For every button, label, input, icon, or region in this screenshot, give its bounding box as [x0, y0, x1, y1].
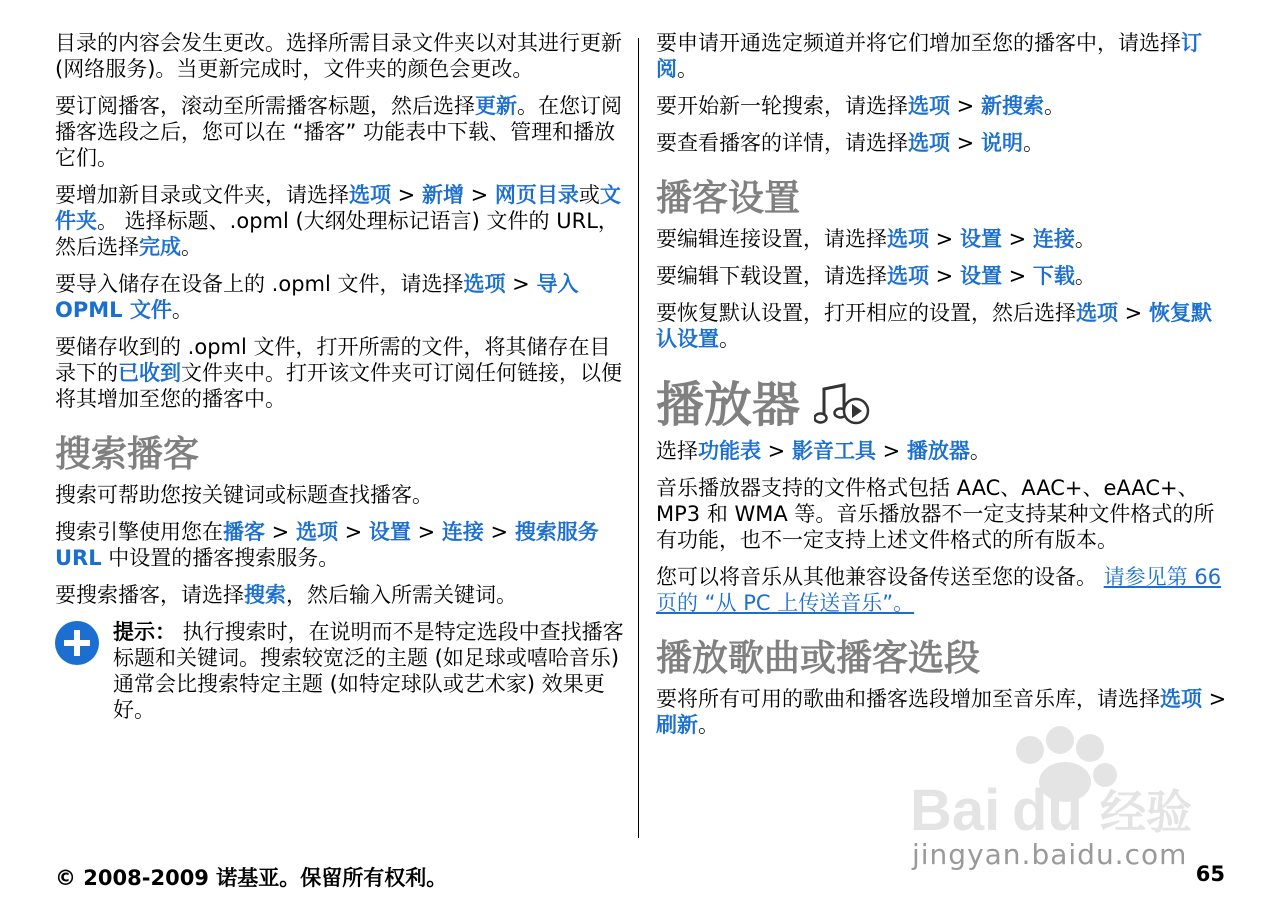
svg-text:经验: 经验	[1100, 785, 1192, 839]
right-column	[656, 30, 1228, 749]
paragraph: 要导入储存在设备上的 .opml 文件，请选择选项 > 导入 OPML 文件。	[55, 272, 579, 322]
keyword-refresh: 刷新	[656, 713, 698, 737]
keyword-received: 已收到	[118, 361, 181, 385]
keyword-done: 完成	[139, 235, 181, 259]
chapter-heading-player: 播放器	[656, 376, 1228, 434]
svg-text:du: du	[1012, 778, 1083, 843]
keyword-import-opml: 导入 OPML 文件	[55, 272, 579, 322]
left-column	[55, 30, 627, 723]
paragraph: 要编辑连接设置，请选择选项 > 设置 > 连接。	[656, 227, 1096, 251]
paragraph: 要查看播客的详情，请选择选项 > 说明。	[656, 131, 1044, 155]
column-divider	[638, 38, 639, 838]
keyword-options: 选项	[349, 183, 391, 207]
keyword-options: 选项	[1160, 687, 1202, 711]
keyword-options: 选项	[887, 264, 929, 288]
keyword-media-tools: 影音工具	[791, 439, 876, 463]
keyword-options: 选项	[887, 227, 929, 251]
keyword-update: 更新	[475, 94, 517, 118]
keyword-options: 选项	[1076, 301, 1118, 325]
page-number: 65	[1195, 862, 1225, 886]
keyword-options: 选项	[295, 520, 338, 544]
keyword-connection: 连接	[441, 520, 484, 544]
paragraph: 搜索引擎使用您在播客 > 选项 > 设置 > 连接 > 搜索服务 URL 中设置的播客搜索服务。	[55, 520, 599, 570]
section-heading-settings: 播客设置	[656, 178, 801, 219]
section-heading-play: 播放歌曲或播客选段	[656, 638, 981, 679]
plus-circle-icon	[55, 621, 99, 665]
tip-box	[55, 619, 627, 723]
keyword-new-search: 新搜索	[980, 94, 1044, 118]
paragraph: 要申请开通选定频道并将它们增加至您的播客中，请选择订阅。	[656, 31, 1202, 81]
music-note-play-icon	[814, 383, 870, 427]
keyword-description: 说明	[980, 131, 1023, 155]
keyword-options: 选项	[908, 131, 950, 155]
paragraph: 要搜索播客，请选择搜索，然后输入所需关键词。	[55, 583, 517, 607]
keyword-options: 选项	[463, 272, 506, 296]
paragraph: 您可以将音乐从其他兼容设备传送至您的设备。 请参见第 66 页的 “从 PC 上传送音乐”。	[656, 565, 1222, 615]
keyword-restore-defaults: 恢复默认设置	[656, 301, 1212, 351]
watermark-url: jingyan.baidu.com	[912, 838, 1188, 871]
keyword-search-service-url: 搜索服务 URL	[55, 520, 599, 570]
keyword-new: 新增	[421, 183, 464, 207]
keyword-settings: 设置	[959, 264, 1002, 288]
paragraph: 要储存收到的 .opml 文件，打开所需的文件，将其储存在目录下的已收到文件夹中。打开该文件夹可订阅任何链接，以便将其增加至您的播客中。	[55, 335, 622, 411]
paragraph: 要订阅播客，滚动至所需播客标题，然后选择更新。在您订阅播客选段之后，您可以在 “播客” 功能表中下载、管理和播放它们。	[55, 94, 622, 170]
keyword-folder: 文件夹	[55, 183, 621, 233]
keyword-settings: 设置	[368, 520, 411, 544]
paragraph: 要将所有可用的歌曲和播客选段增加至音乐库，请选择选项 > 刷新。	[656, 687, 1227, 737]
footer-copyright: © 2008-2009 诺基亚。保留所有权利。	[55, 866, 448, 890]
paragraph: 要增加新目录或文件夹，请选择选项 > 新增 > 网页目录或文件夹。 选择标题、.opml (大纲处理标记语言) 文件的 URL，然后选择完成。	[55, 183, 621, 259]
keyword-connection: 连接	[1032, 227, 1075, 251]
keyword-menu: 功能表	[698, 439, 761, 463]
paragraph: 搜索可帮助您按关键词或标题查找播客。	[55, 483, 433, 507]
keyword-subscribe: 订阅	[656, 31, 1202, 81]
tip-label: 提示：	[113, 620, 176, 644]
section-heading-search: 搜索播客	[55, 434, 200, 475]
keyword-podcast: 播客	[223, 520, 265, 544]
paragraph: 目录的内容会发生更改。选择所需目录文件夹以对其进行更新 (网络服务)。当更新完成时，文件夹的颜色会更改。	[55, 31, 622, 81]
paragraph: 要开始新一轮搜索，请选择选项 > 新搜索。	[656, 94, 1065, 118]
paragraph: 音乐播放器支持的文件格式包括 AAC、AAC+、eAAC+、MP3 和 WMA 等。音乐播放器不一定支持某种文件格式的所有功能，也不一定支持上述文件格式的所有版本。	[656, 476, 1215, 552]
keyword-player: 播放器	[906, 439, 970, 463]
paragraph: 要编辑下载设置，请选择选项 > 设置 > 下载。	[656, 264, 1096, 288]
keyword-settings: 设置	[959, 227, 1002, 251]
paragraph: 选择功能表 > 影音工具 > 播放器。	[656, 439, 991, 463]
cross-reference-link[interactable]: 请参见第 66 页的 “从 PC 上传送音乐”。	[656, 565, 1222, 615]
tip-text: 提示： 执行搜索时，在说明而不是特定选段中查找播客标题和关键词。搜索较宽泛的主题 (如足球或嘻哈音乐) 通常会比搜索特定主题 (如特定球队或艺术家) 效果更好。	[113, 620, 624, 722]
keyword-download: 下载	[1032, 264, 1075, 288]
paragraph: 要恢复默认设置，打开相应的设置，然后选择选项 > 恢复默认设置。	[656, 301, 1212, 351]
keyword-options: 选项	[908, 94, 950, 118]
svg-text:Bai: Bai	[910, 778, 1001, 843]
keyword-search: 搜索	[244, 583, 286, 607]
keyword-web-directory: 网页目录	[494, 183, 579, 207]
